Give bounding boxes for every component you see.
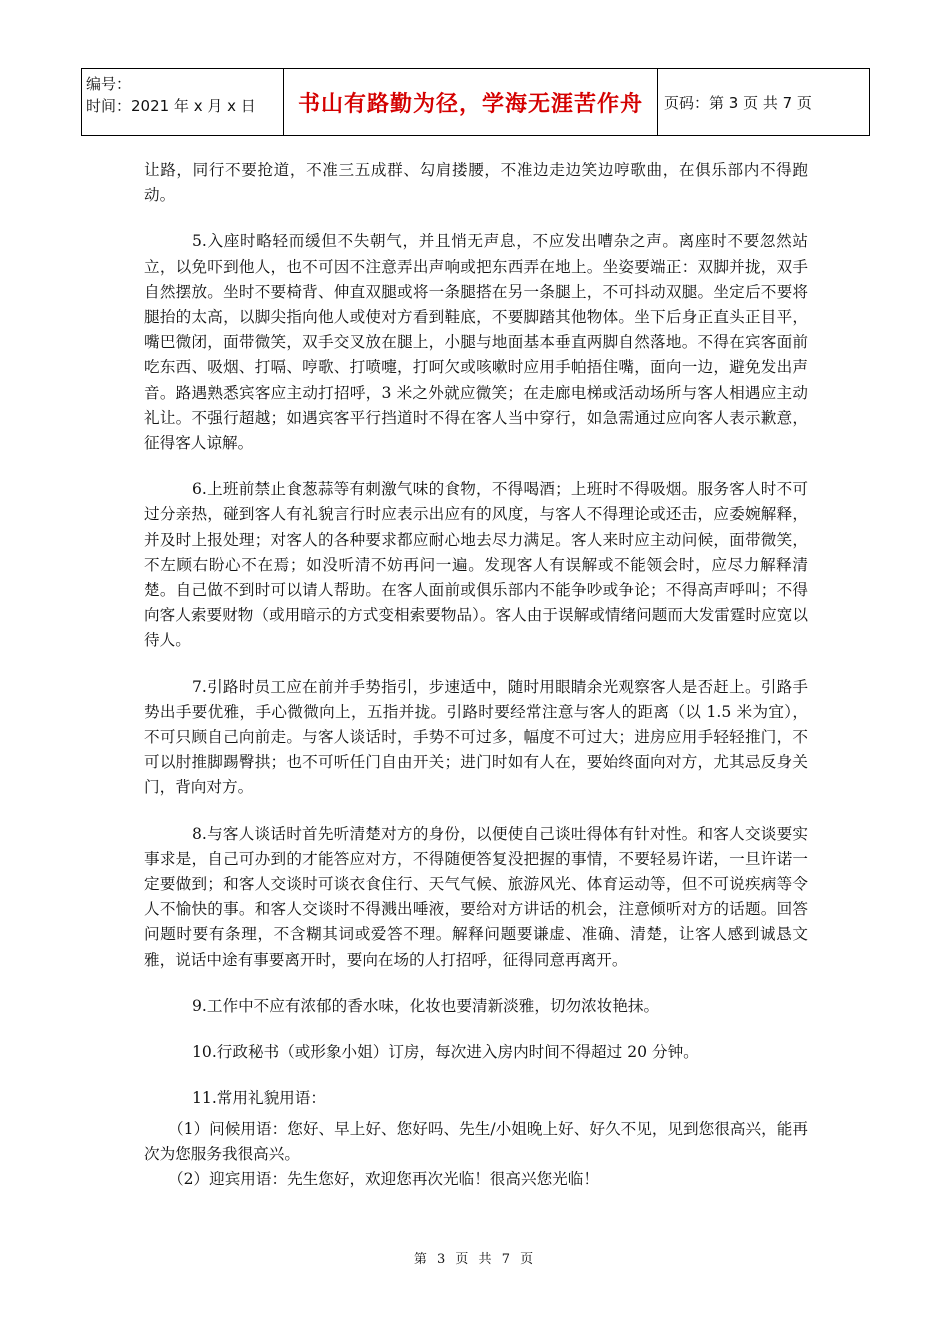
header-meta	[82, 69, 284, 135]
paragraph-7: 7.引路时员工应在前并手势指引，步速适中，随时用眼睛余光观察客人是否赶上。引路手势出手要优雅，手心微微向上，五指并拢。引路时要经常注意与客人的距离（以 1.5 米为宜），不可只顾自己向前走。与客人谈话时，手势不可过多，幅度不可过大；进房应用手轻轻推门，不可以肘推脚踢臀拱；也不可听任门自由开关；进门时如有人在，要始终面向对方，尤其忌反身关门，背向对方。	[144, 677, 808, 797]
date-label: 时间：2021 年 x 月 x 日	[86, 97, 256, 115]
page-label: 页码：第 3 页 共 7 页	[664, 93, 812, 112]
page-header	[81, 68, 870, 136]
number-label: 编号：	[86, 75, 132, 93]
paragraph-10: 10.行政秘书（或形象小姐）订房，每次进入房内时间不得超过 20 分钟。	[192, 1043, 699, 1062]
paragraph-11: 11.常用礼貌用语：	[192, 1089, 326, 1108]
motto: 书山有路勤为径，学海无涯苦作舟	[284, 69, 658, 135]
paragraph-6: 6.上班前禁止食葱蒜等有刺激气味的食物，不得喝酒；上班时不得吸烟。服务客人时不可过分亲热，碰到客人有礼貌言行时应表示出应有的风度，与客人不得理论或还击，应委婉解释，并及时上报处理；对客人的各种要求都应耐心地去尽力满足。客人来时应主动问候，面带微笑，不左顾右盼心不在焉；如没听清不妨再问一遍。发现客人有误解或不能领会时，应尽力解释清楚。自己做不到时可以请人帮助。在客人面前或俱乐部内不能争吵或争论；不得高声呼叫；不得向客人索要财物（或用暗示的方式变相索要物品）。客人由于误解或情绪问题而大发雷霆时应宽以待人。	[144, 480, 808, 650]
paragraph-5: 5.入座时略轻而缓但不失朝气，并且悄无声息，不应发出嘈杂之声。离座时不要忽然站立，以免吓到他人，也不可因不注意弄出声响或把东西弄在地上。坐姿要端正：双脚并拢，双手自然摆放。坐时不要椅背、伸直双腿或将一条腿搭在另一条腿上，不可抖动双腿。坐定后不要将腿抬的太高，以脚尖指向他人或使对方看到鞋底，不要脚踏其他物体。坐下后身正直头正目平，嘴巴微闭，面带微笑，双手交叉放在腿上，小腿与地面基本垂直两脚自然落地。不得在宾客面前吃东西、吸烟、打嗝、哼歌、打喷嚏，打呵欠或咳嗽时应用手帕捂住嘴，面向一边，避免发出声音。路遇熟悉宾客应主动打招呼，3 米之外就应微笑；在走廊电梯或活动场所与客人相遇应主动礼让。不强行超越；如遇宾客平行挡道时不得在客人当中穿行，如急需通过应向客人表示歉意，征得客人谅解。	[144, 232, 808, 453]
page-footer: 第 3 页 共 7 页	[413, 1252, 537, 1267]
document-body	[144, 158, 808, 1192]
paragraph-9: 9.工作中不应有浓郁的香水味，化妆也要清新淡雅，切勿浓妆艳抹。	[192, 996, 660, 1015]
paragraph-continuation: 让路，同行不要抢道，不准三五成群、勾肩搂腰，不准边走边笑边哼歌曲，在俱乐部内不得跑动。	[144, 161, 808, 205]
greeting-phrases: （1）问候用语：您好、早上好、您好吗、先生/小姐晚上好、好久不见，见到您很高兴，能再次为您服务我很高兴。	[144, 1119, 808, 1163]
welcome-phrases: （2）迎宾用语：先生您好，欢迎您再次光临！很高兴您光临！	[168, 1169, 599, 1188]
paragraph-8: 8.与客人谈话时首先听清楚对方的身份，以便使自己谈吐得体有针对性。和客人交谈要实事求是，自己可办到的才能答应对方，不得随便答复没把握的事情，不要轻易许诺，一旦许诺一定要做到；和客人交谈时可谈衣食住行、天气气候、旅游风光、体育运动等，但不可说疾病等令人不愉快的事。和客人交谈时不得溅出唾液，要给对方讲话的机会，注意倾听对方的话题。回答问题时要有条理，不含糊其词或爱答不理。解释问题要谦虚、准确、清楚，让客人感到诚恳文雅，说话中途有事要离开时，要向在场的人打招呼，征得同意再离开。	[144, 824, 808, 969]
